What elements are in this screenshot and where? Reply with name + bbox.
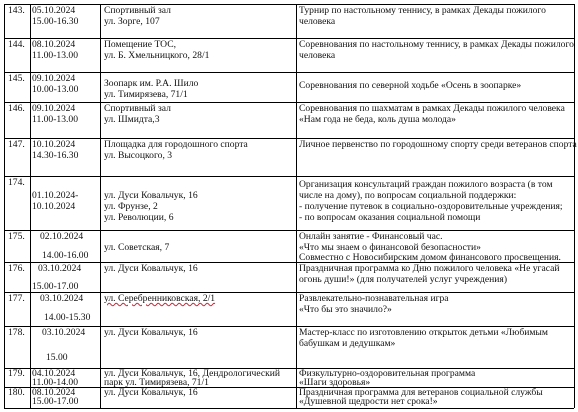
event-description: человека [299,50,336,61]
event-date: 03.10.2024 [38,263,82,274]
event-description: Турнир по настольному теннису, в рамках Декады пожилого [299,5,546,16]
row-number: 178. [8,327,25,338]
event-place: парк ул. Тимирязева, 71/1 [104,377,209,388]
event-date: 11.00-13.00 [32,50,79,61]
event-date: 10.10.2024 [32,139,76,150]
event-place: ул. Шмидта,3 [104,114,160,125]
column-divider [296,4,297,408]
column-divider [574,4,575,408]
row-divider [4,230,574,231]
event-description: «Нам года не беда, коль душа молода» [299,114,456,125]
event-description: Совместно с Новосибирским домом финансового просвещения. [299,252,561,263]
event-place: Спортивный зал [104,103,171,114]
event-place: ул. Тимирязева, 71/1 [104,89,188,100]
event-description: числе на дому), по вопросам социальной поддержки: [299,190,517,201]
event-date: 05.10.2024 [32,5,76,16]
row-divider [4,408,574,409]
event-date: 08.10.2024 [32,387,76,398]
event-date: 14.00-15.30 [44,312,91,323]
row-number: 143. [8,5,25,16]
event-place: ул. Дуси Ковальчук, 16 [104,387,198,398]
event-date: 15.00-17.00 [32,396,79,407]
event-date: 14.00-16.00 [42,250,89,261]
event-date: 14.30-16.30 [32,150,79,161]
event-description: Праздничная программа ко Дню пожилого человека «Не угасай [299,263,560,274]
event-place: ул. Советская, 7 [104,242,170,253]
event-date: 10.10.2024 [32,201,76,212]
event-date: 01.10.2024- [32,190,79,201]
event-date: 09.10.2024 [32,103,76,114]
event-place: ул. Б. Хмельницкого, 28/1 [104,50,210,61]
row-divider [4,368,574,369]
column-divider [4,4,5,408]
event-description: «Душевной щедрости нет срока!» [299,396,438,407]
row-number: 145. [8,73,25,84]
event-date: 11.00-14.00 [32,377,79,388]
column-divider [30,4,31,408]
event-description: Личное первенство по городошному спорту среди ветеранов спорта [299,139,577,150]
row-divider [4,292,574,293]
event-date: 15.00-16.30 [32,16,79,27]
row-number: 179. [8,368,25,379]
row-number: 147. [8,139,25,150]
event-description: Развлекательно-познавательная игра [299,293,449,304]
event-description: Организация консультаций граждан пожилого возраста (в том [299,179,553,190]
event-place: ул. Зорге, 107 [104,16,160,27]
event-description: «Шаги здоровья» [299,377,371,388]
event-place: ул. Серебренниковская, 2/1 [104,293,216,304]
row-number: 144. [8,39,25,50]
event-description: «Что бы это значило?» [299,304,392,315]
event-description: огонь души!» (для получателей услуг учреждения) [299,274,508,285]
event-date: 11.00-13.00 [32,114,79,125]
row-number: 177. [8,293,25,304]
event-place: ул. Революции, 6 [104,212,174,223]
event-place: Помещение ТОС, [104,39,177,50]
row-number: 175. [8,231,25,242]
row-divider [4,72,574,73]
event-description: - получение путевок в социально-оздоровительные учреждения; [299,201,563,212]
event-date: 03.10.2024 [40,293,84,304]
event-place: Зоопарк им. Р.А. Шило [104,78,199,89]
event-description: Онлайн занятие - Финансовый час. [299,231,443,242]
event-description: - по вопросам оказания социальной помощи [299,212,481,223]
event-description: «Что мы знаем о финансовой безопасности» [299,242,481,253]
row-number: 146. [8,103,25,114]
event-place: ул. Высоцкого, 3 [104,150,173,161]
event-place: Площадка для городошного спорта [104,139,248,150]
event-description: Соревнования по настольному теннису, в рамках Декады пожилого [299,39,574,50]
event-description: Соревнования по северной ходьбе «Осень в зоопарке» [299,80,522,91]
row-divider [4,176,574,177]
event-place: Спортивный зал [104,5,171,16]
event-place: ул. Фрунзе, 2 [104,201,158,212]
event-date: 09.10.2024 [32,73,76,84]
event-description: Праздничная программа для ветеранов социальной службы [299,387,543,398]
event-place: ул. Дуси Ковальчук, 16 [104,190,198,201]
event-date: 04.10.2024 [32,368,76,379]
event-date: 10.00-13.00 [32,84,79,95]
event-description: Соревнования по шахматам в рамках Декады пожилого человека [299,103,565,114]
event-description: Физкультурно-оздоровительная программа [299,368,476,379]
event-description: бабушкам и дедушкам» [299,338,396,349]
event-date: 03.10.2024 [42,327,86,338]
row-number: 176. [8,263,25,274]
event-description: Мастер-класс по изготовлению открыток детьми «Любимым [299,327,548,338]
column-divider [100,4,101,408]
event-date: 15.00 [46,352,68,363]
event-date: 02.10.2024 [40,231,84,242]
event-description: человека [299,16,336,27]
event-date: 15.00-17.00 [32,281,79,292]
event-date: 08.10.2024 [32,39,76,50]
event-place: ул. Дуси Ковальчук, 16 [104,327,198,338]
event-place: ул. Дуси Ковальчук, 16, Дендрологический [104,368,281,379]
row-number: 180. [8,387,25,398]
row-number: 174. [8,177,25,188]
event-place: ул. Дуси Ковальчук, 16 [104,263,198,274]
